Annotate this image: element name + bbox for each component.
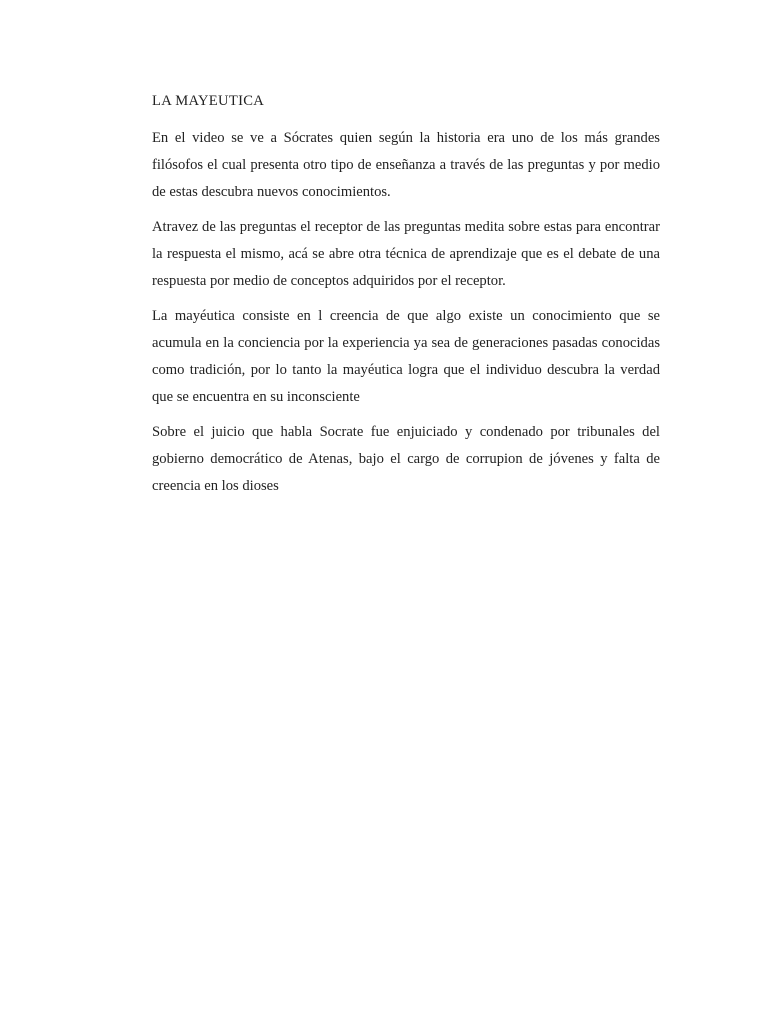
document-title: LA MAYEUTICA — [152, 93, 265, 109]
paragraph-3: La mayéutica consiste en l creencia de que algo existe un conocimiento que se acumula en la conciencia por la experiencia ya sea de generaciones pasadas conocidas como tradición, por lo tanto la mayéutica logra que el individuo descubra la verdad que se encuentra en su inconsciente — [152, 308, 660, 405]
document-body — [152, 88, 660, 508]
paragraph-4: Sobre el juicio que habla Socrate fue enjuiciado y condenado por tribunales del gobierno democrático de Atenas, bajo el cargo de corrupion de jóvenes y falta de creencia en los dioses — [152, 424, 660, 494]
paragraph-2: Atravez de las preguntas el receptor de las preguntas medita sobre estas para encontrar la respuesta el mismo, acá se abre otra técnica de aprendizaje que es el debate de una respuesta por medio de conceptos adquiridos por el receptor. — [152, 219, 660, 289]
paragraph-1: En el video se ve a Sócrates quien según la historia era uno de los más grandes filósofos el cual presenta otro tipo de enseñanza a través de las preguntas y por medio de estas descubra nuevos conocimientos. — [152, 130, 660, 200]
